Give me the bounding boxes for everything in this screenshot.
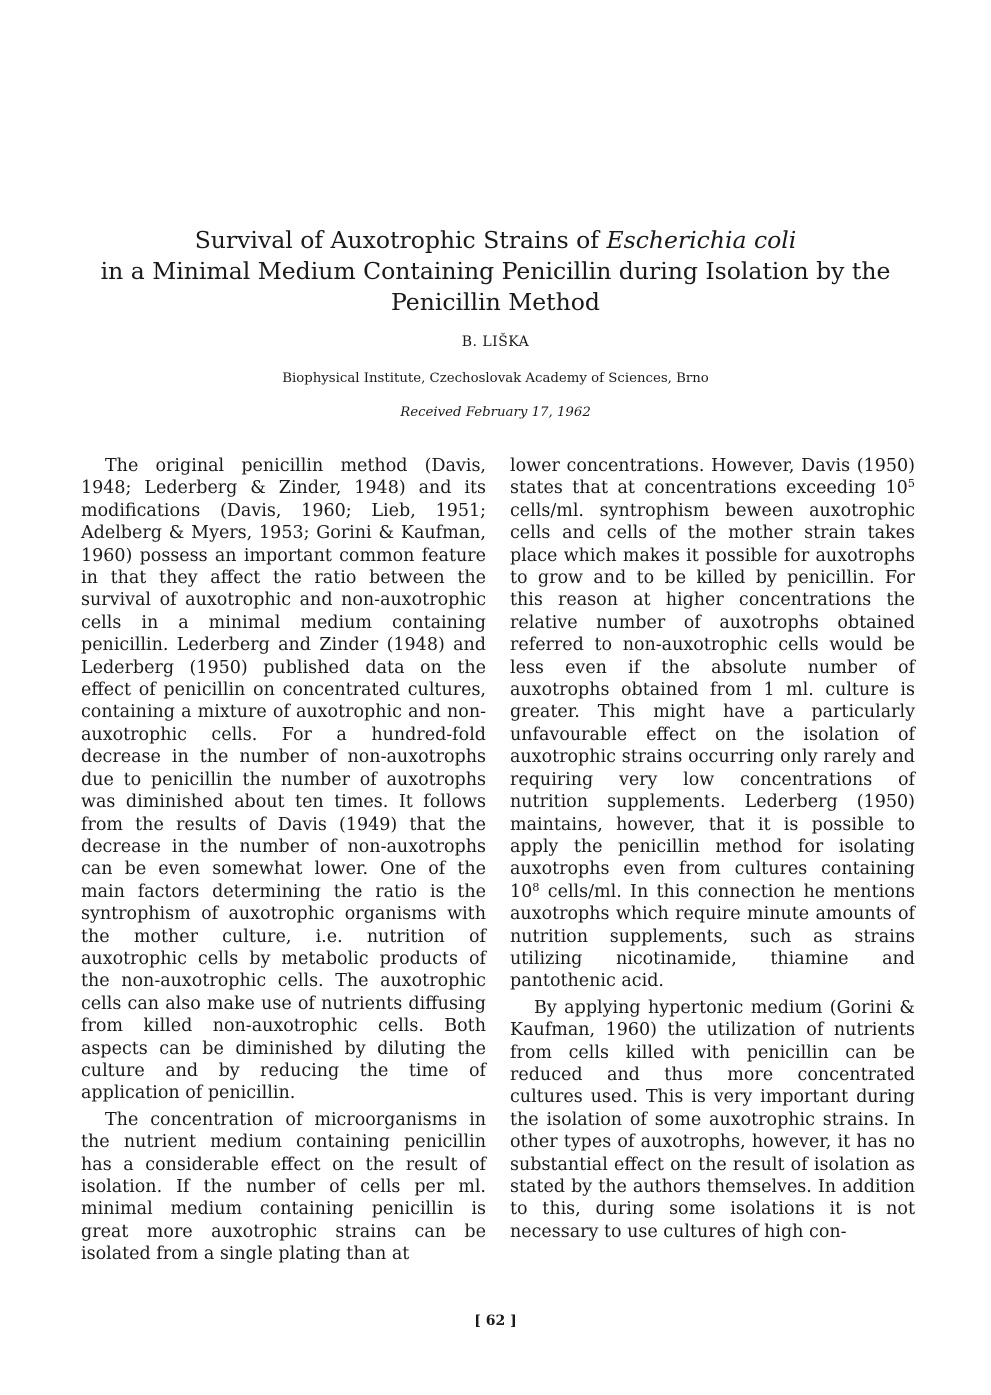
title-line-1	[80, 225, 911, 256]
title-line-2: in a Minimal Medium Containing Penicillin during Isolation by the	[100, 257, 891, 285]
right-column	[510, 455, 915, 1243]
article-title	[80, 225, 911, 318]
left-column	[81, 455, 486, 1266]
paragraph-continued	[510, 455, 915, 993]
title-species-name: Escherichia coli	[606, 226, 797, 254]
paragraph: By applying hypertonic medium (Gorini & Kaufman, 1960) the utilization of nutrients from cells killed with penicillin can be reduced and thus more concentrated cultures used. This is very important during the isolation of some auxotrophic strains. In other types of auxotrophs, however, it has no substantial effect on the result of isolation as stated by the authors themselves. In addition to this, during some isolations it is not necessary to use cultures of high con-	[510, 997, 915, 1242]
author-name: B. LIŠKA	[461, 334, 530, 350]
paragraph: The concentration of microorganisms in the nutrient medium containing penicillin has a considerable effect on the result of isolation. If the number of cells per ml. minimal medium containing penicillin is great more auxotrophic strains can be isolated from a single plating than at	[81, 1109, 486, 1265]
title-line-1-text: Survival of Auxotrophic Strains of	[194, 226, 607, 254]
text-run: cells/ml. In this connection he mentions auxotrophs which require minute amounts of nutrition supplements, such as strains utilizing nicotinamide, thiamine and pantothenic acid.	[510, 881, 915, 992]
author-affiliation: Biophysical Institute, Czechoslovak Academy of Sciences, Brno	[282, 371, 709, 386]
page-number: [ 62 ]	[474, 1313, 517, 1329]
text-run: lower concentrations. However, Davis (1950) states that at concentrations exceeding 10	[510, 456, 915, 499]
title-line-3: Penicillin Method	[391, 288, 600, 316]
superscript-exponent: 8	[532, 879, 540, 894]
received-date: Received February 17, 1962	[400, 405, 591, 420]
superscript-exponent: 5	[907, 476, 915, 491]
paragraph: The original penicillin method (Davis, 1948; Lederberg & Zinder, 1948) and its modifications (Davis, 1960; Lieb, 1951; Adelberg & Myers, 1953; Gorini & Kaufman, 1960) possess an important common feature in that they affect the ratio between the survival of auxotrophic and non-auxotrophic cells in a minimal medium containing penicillin. Lederberg and Zinder (1948) and Lederberg (1950) published data on the effect of penicillin on concentrated cultures, containing a mixture of auxotrophic and non-auxotrophic cells. For a hundred-fold decrease in the number of non-auxotrophs due to penicillin the number of auxotrophs was diminished about ten times. It follows from the results of Davis (1949) that the decrease in the number of non-auxotrophs can be even somewhat lower. One of the main factors determining the ratio is the syntrophism of auxotrophic organisms with the mother culture, i.e. nutrition of auxotrophic cells by metabolic products of the non-auxotrophic cells. The auxotrophic cells can also make use of nutrients diffusing from killed non-auxotrophic cells. Both aspects can be diminished by diluting the culture and by reducing the time of application of penicillin.	[81, 456, 486, 1104]
text-run: cells/ml. syntrophism beween auxotrophic cells and cells of the mother strain takes place which makes it possible for auxotrophs to grow and to be killed by penicillin. For this reason at higher concentrations the relative number of auxotrophs obtained referred to non-auxotrophic cells would be less even if the absolute number of auxotrophs obtained from 1 ml. culture is greater. This might have a particularly unfavourable effect on the isolation of auxotrophic strains occurring only rarely and requiring very low concentrations of nutrition supplements. Lederberg (1950) maintains, however, that it is possible to apply the penicillin method for isolating auxotrophs even from cultures containing 10	[510, 500, 915, 902]
